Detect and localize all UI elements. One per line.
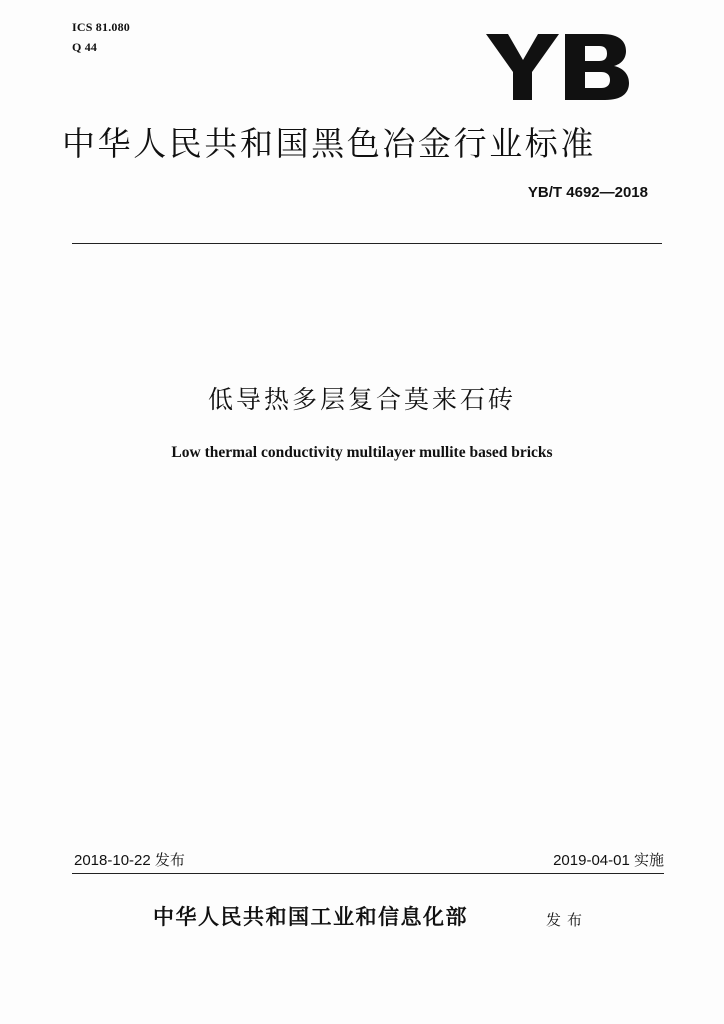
header-divider bbox=[72, 243, 662, 244]
issuing-authority: 中华人民共和国工业和信息化部 bbox=[153, 905, 468, 929]
issue-date: 2018-10-22 发布 bbox=[74, 852, 185, 869]
footer-divider bbox=[72, 873, 664, 874]
document-title-chinese: 低导热多层复合莫来石砖 bbox=[207, 385, 516, 414]
standard-number: YB/T 4692—2018 bbox=[527, 184, 648, 201]
yb-logo-letter-b bbox=[565, 34, 629, 100]
issuing-label: 发布 bbox=[546, 911, 589, 929]
ccs-code: Q 44 bbox=[72, 40, 98, 54]
document-title-english: Low thermal conductivity multilayer mullite based bricks bbox=[171, 444, 553, 461]
yb-logo bbox=[486, 34, 629, 100]
ics-code: ICS 81.080 bbox=[72, 20, 131, 34]
standard-category-title: 中华人民共和国黑色冶金行业标准 bbox=[62, 124, 596, 163]
yb-logo-letter-y bbox=[486, 34, 559, 100]
implementation-date: 2019-04-01 实施 bbox=[553, 852, 664, 869]
